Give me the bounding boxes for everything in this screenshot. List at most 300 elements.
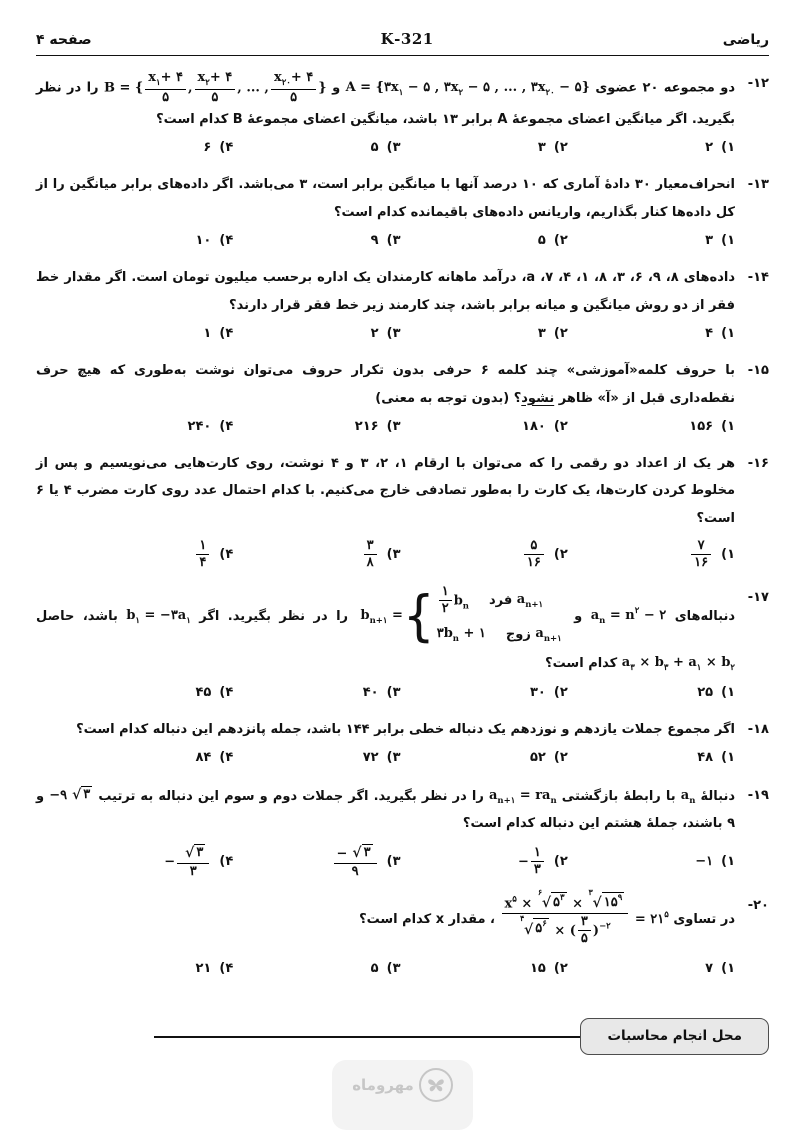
- t: ۲): [553, 233, 568, 249]
- t: [195, 70, 236, 90]
- options-row: [36, 744, 735, 771]
- radical: [348, 844, 372, 861]
- t: ۸۴: [195, 750, 212, 766]
- fraction: [145, 70, 186, 106]
- t: n+۱: [497, 795, 516, 806]
- t: x: [148, 70, 157, 85]
- questions-area: [36, 70, 769, 1055]
- t: و: [332, 80, 341, 96]
- t: n: [550, 795, 557, 806]
- question-number: ۱۲-: [747, 76, 769, 91]
- t: با حروف کلمه«آموزشی» چند کلمه ۶ حرفی بدون تکرار حروف می‌توان نوشت به‌طوری که هیچ حرف نقطه‌داری قبل از «آ» ظاهر: [36, 363, 735, 406]
- t: ۳۰: [529, 684, 546, 700]
- b1-formula: [126, 602, 191, 631]
- t: ۲: [205, 78, 210, 88]
- t: ۶: [542, 919, 547, 930]
- option-3: [233, 844, 400, 880]
- set-b-formula: [104, 70, 327, 106]
- option-4: [66, 955, 233, 982]
- t: ۱: [439, 584, 452, 601]
- t: b: [453, 592, 463, 608]
- option-3: [233, 320, 400, 347]
- t: ۱۵: [603, 894, 618, 910]
- t: ۴): [219, 750, 234, 766]
- t: n+۱: [525, 599, 544, 610]
- fraction: [531, 845, 544, 879]
- t: ۱): [721, 750, 735, 766]
- t: در تساوی: [673, 912, 735, 928]
- fraction: [195, 70, 236, 106]
- t: − ۵ , ۳x: [403, 79, 459, 95]
- question-18: [36, 716, 769, 778]
- question-17: [36, 584, 769, 712]
- option-1: [568, 134, 735, 161]
- logo-circle: [419, 1068, 453, 1102]
- t: ۴): [219, 547, 234, 563]
- publisher-watermark: [332, 1060, 473, 1130]
- t: ۲: [634, 605, 640, 616]
- t: ۲): [553, 547, 568, 563]
- t: −: [336, 846, 348, 862]
- underlined-word: نشود: [521, 390, 555, 406]
- question-body: [36, 264, 735, 353]
- denominator: [502, 914, 629, 948]
- question-body: [36, 450, 735, 579]
- question-20: [36, 886, 769, 989]
- t: را در نظر بگیرید. اگر جملات دوم و سوم این دنباله به ترتیب: [98, 788, 484, 804]
- option-3: [233, 134, 400, 161]
- t: ۳): [386, 854, 401, 870]
- t: −۱: [695, 854, 714, 870]
- t: دو مجموعه ۲۰ عضوی: [595, 80, 735, 96]
- t: b: [360, 607, 370, 623]
- option-3: [233, 413, 400, 440]
- t: ۳: [663, 662, 669, 673]
- t: ۳: [189, 863, 197, 879]
- t: ۷۲: [362, 750, 379, 766]
- question-text: [36, 584, 735, 678]
- t: × b: [701, 654, 731, 670]
- t: ۶: [203, 140, 212, 156]
- t: دنبالهٔ: [700, 788, 736, 804]
- question-number: ۱۹-: [747, 787, 769, 803]
- t: ۲۱۶: [354, 418, 379, 434]
- piecewise-row-odd: [437, 584, 562, 618]
- t: ۳: [705, 233, 714, 249]
- radical: [68, 786, 92, 803]
- t: ×: [521, 896, 533, 912]
- t: n: [599, 615, 606, 626]
- t: n: [452, 634, 459, 645]
- t: ۲۰: [545, 87, 555, 98]
- option-4: [66, 744, 233, 771]
- t: ۴): [219, 418, 234, 434]
- question-text: هر یک از اعداد دو رقمی را که می‌توان با ارقام ۱، ۲، ۳ و ۴ نوشت، روی کارت‌هایی می‌نویسیم و پس از مخلوط کردن کارت‌ها، یک کارت را به‌طور تصادفی خارج می‌کنیم. با کدام احتمال عدد روی کارت مضرب ۴ یا ۶ است؟: [36, 456, 736, 526]
- t: ۲۵: [697, 684, 714, 700]
- t: = ۲۱: [634, 912, 665, 928]
- options-row: [36, 134, 735, 161]
- t: ۲): [553, 684, 568, 700]
- t: = ra: [515, 787, 551, 803]
- option-1: [568, 848, 735, 875]
- t: ۳: [363, 844, 371, 860]
- t: ۱: [203, 325, 212, 341]
- piecewise-row-even: [437, 620, 562, 649]
- question-13: [36, 171, 769, 260]
- t: a: [590, 607, 600, 623]
- question-body: [36, 886, 735, 989]
- t: ۱): [721, 418, 735, 434]
- t: ۳): [386, 233, 401, 249]
- t: ۲: [458, 87, 464, 98]
- question-text: [36, 70, 735, 133]
- radical: [520, 913, 549, 938]
- question-text: [36, 357, 735, 412]
- t: [517, 586, 543, 615]
- t: ۱۶: [694, 555, 709, 571]
- target-expression: [622, 649, 735, 678]
- t: x: [273, 70, 282, 85]
- condition-even: [506, 620, 562, 649]
- option-3: [233, 538, 400, 572]
- t: ۱: [696, 662, 702, 673]
- t: ۴): [219, 325, 234, 341]
- t: با رابطهٔ بازگشتی: [561, 788, 676, 804]
- t: ۱: [398, 87, 404, 98]
- t: ۱): [721, 140, 735, 156]
- sqrt-sign: √: [352, 845, 362, 862]
- t: ۲): [553, 961, 568, 977]
- question-14: [36, 264, 769, 353]
- t: ۲): [553, 418, 568, 434]
- t: ۳): [386, 325, 401, 341]
- t: را در نظر بگیرید. اگر میانگین اعضای مجموعهٔ A برابر ۱۳ باشد، میانگین اعضای مجموعهٔ B کدام است؟: [36, 80, 735, 127]
- sqrt-sign: √: [72, 787, 82, 804]
- fraction: [334, 844, 377, 880]
- t: ): [592, 922, 600, 938]
- option-4: [66, 227, 233, 254]
- t: [177, 844, 209, 864]
- t: −: [164, 854, 176, 870]
- options-row: [36, 538, 735, 572]
- sqrt-sign: √: [524, 921, 534, 938]
- option-1: [568, 538, 735, 572]
- calculations-divider: [36, 1018, 769, 1054]
- t: [361, 602, 403, 631]
- t: ۸: [366, 555, 374, 571]
- t: ۱): [721, 961, 735, 977]
- fraction: [578, 914, 591, 948]
- t: ۱۶: [526, 555, 541, 571]
- calculations-badge: محل انجام محاسبات: [580, 1018, 769, 1054]
- t: [437, 584, 469, 618]
- fraction: [177, 844, 209, 880]
- fraction: [691, 538, 711, 572]
- butterfly-icon: [425, 1074, 447, 1096]
- t: فرد: [488, 592, 513, 608]
- t: ۴): [219, 854, 234, 870]
- t: = n: [605, 607, 635, 623]
- t: و: [574, 608, 583, 624]
- t: ۲۴۰: [187, 418, 212, 434]
- t: ؟ (بدون توجه به معنی): [375, 390, 522, 406]
- option-2: [401, 227, 568, 254]
- t: ۲: [705, 140, 714, 156]
- t: ۵: [535, 921, 543, 937]
- option-4: [66, 413, 233, 440]
- option-2: [401, 320, 568, 347]
- t: −۹: [49, 788, 68, 804]
- t: [145, 70, 186, 90]
- t: a: [680, 787, 690, 803]
- t: A = {۳x: [345, 79, 399, 95]
- big-fraction: [502, 886, 629, 947]
- t: [518, 845, 546, 879]
- t: ۱: [186, 615, 191, 626]
- t: ۴: [705, 325, 714, 341]
- option-1: [568, 679, 735, 706]
- t: ۱: [135, 615, 140, 626]
- question-body: [36, 716, 735, 778]
- t: (: [569, 922, 576, 938]
- piecewise-rows: [437, 584, 562, 649]
- t: [681, 782, 696, 811]
- t: ۱): [721, 233, 735, 249]
- t: ۵: [664, 910, 669, 921]
- t: a: [488, 787, 498, 803]
- t: کدام است؟: [545, 655, 618, 671]
- t: x: [504, 896, 513, 912]
- question-body: [36, 357, 735, 446]
- question-text: اگر مجموع جملات یازدهم و نوزدهم یک دنباله خطی برابر ۱۴۴ باشد، جمله پانزدهم این دنباله کدام است؟: [76, 722, 735, 738]
- t: را در نظر بگیرید. اگر: [199, 608, 349, 624]
- option-1: [568, 413, 735, 440]
- t: ۲۰: [281, 78, 291, 88]
- t: ۹: [617, 892, 623, 903]
- t: ۱): [721, 325, 735, 341]
- t: ۱): [721, 854, 735, 870]
- t: [533, 918, 549, 937]
- question-number: ۱۳-: [747, 177, 769, 193]
- t: }: [318, 80, 327, 96]
- t: =: [392, 607, 403, 623]
- sequence-a-formula: [591, 602, 667, 631]
- t: ۵: [553, 894, 560, 910]
- second-term-value: [49, 782, 93, 809]
- option-2: [401, 413, 568, 440]
- question-body: [36, 70, 735, 167]
- t: ۴): [219, 233, 234, 249]
- option-3: [233, 227, 400, 254]
- publisher-name: مهروماه: [352, 1076, 414, 1094]
- t: ۳: [630, 662, 635, 673]
- t: b: [126, 607, 136, 623]
- t: n+۱: [369, 615, 388, 626]
- options-row: [36, 679, 735, 706]
- option-2: [401, 744, 568, 771]
- t: ۲): [553, 750, 568, 766]
- t: ۳): [386, 684, 401, 700]
- t: ,: [188, 80, 193, 96]
- equation-formula: [500, 886, 669, 947]
- header-test-code: 321-K: [380, 30, 434, 48]
- t: [334, 844, 377, 864]
- t: ۵: [512, 894, 517, 905]
- question-body: [36, 584, 735, 712]
- option-3: [233, 955, 400, 982]
- t: ۳: [588, 886, 593, 897]
- t: ۷: [691, 538, 711, 555]
- t: ۱۰: [195, 233, 212, 249]
- option-4: [66, 844, 233, 880]
- option-3: [233, 744, 400, 771]
- t: × b: [634, 654, 664, 670]
- question-number: ۱۴-: [747, 270, 769, 286]
- t: ۳: [560, 892, 565, 903]
- t: ۱): [721, 547, 735, 563]
- sqrt-sign: √: [185, 845, 195, 862]
- t: ×: [572, 896, 584, 912]
- fraction: [439, 584, 452, 618]
- t: [437, 620, 486, 649]
- question-text: انحراف‌معیار ۳۰ دادهٔ آماری که ۱۰ درصد آنها با میانگین برابر است، ۳ می‌باشد. اگر داده‌های برابر میانگین را از کل داده‌ها کنار بگذاریم، واریانس داده‌های باقیمانده کدام است؟: [36, 177, 736, 220]
- t: [602, 892, 625, 911]
- brace: {: [402, 584, 435, 648]
- numerator: [502, 886, 629, 914]
- t: ۳): [386, 547, 401, 563]
- page-header: [36, 30, 769, 56]
- t: ۲: [370, 325, 379, 341]
- question-body: [36, 171, 735, 260]
- divider-line: [154, 1036, 580, 1038]
- t: ۴۵: [195, 684, 212, 700]
- t: ۵: [211, 89, 219, 105]
- question-text: [36, 886, 735, 947]
- sqrt-sign: √: [592, 895, 602, 912]
- t: ۱: [196, 538, 209, 555]
- t: ۲۱: [195, 961, 212, 977]
- question-15: [36, 357, 769, 446]
- recursive-formula: [489, 782, 557, 811]
- t: ۵: [370, 140, 379, 156]
- question-16: [36, 450, 769, 579]
- t: n: [689, 795, 696, 806]
- t: ۴: [520, 913, 525, 924]
- question-text: [36, 782, 735, 838]
- t: ۶: [537, 886, 543, 897]
- header-subject: ریاضی: [722, 32, 769, 48]
- t: ۵: [524, 538, 544, 555]
- question-number: ۱۵-: [747, 363, 769, 379]
- t: ۵: [290, 89, 298, 105]
- t: n: [462, 600, 469, 611]
- t: و ۹ باشند، جملهٔ هشتم این دنباله کدام است؟: [36, 788, 735, 832]
- option-1: [568, 955, 735, 982]
- t: ۵: [537, 233, 546, 249]
- t: ۵: [162, 89, 170, 105]
- fraction: [524, 538, 544, 572]
- t: x: [197, 70, 206, 85]
- t: ۱۸۰: [522, 418, 546, 434]
- t: ۱): [721, 684, 735, 700]
- option-4: [66, 320, 233, 347]
- t: + a: [668, 654, 697, 670]
- option-3: [233, 679, 400, 706]
- t: [164, 844, 211, 880]
- option-4: [66, 538, 233, 572]
- t: ۳: [537, 140, 546, 156]
- t: a: [535, 626, 544, 642]
- t: − ۵}: [554, 79, 590, 95]
- t: ۳: [83, 786, 91, 802]
- t: a: [516, 591, 526, 607]
- option-2: [401, 955, 568, 982]
- radical: [588, 886, 625, 912]
- t: ۳): [386, 140, 401, 156]
- option-2: [401, 538, 568, 572]
- t: ۴): [219, 961, 234, 977]
- t: باشد، حاصل: [36, 608, 118, 624]
- t: ۲): [553, 140, 568, 156]
- t: ۹: [351, 863, 359, 879]
- question-text: داده‌های ۸، ۹، ۶، ۳، ۸، ۱، ۴، ۷، a، درآمد ماهانه کارمندان یک اداره برحسب میلیون تومان است. اگر مقدار خط فقر از دو روش میانگین و میانه برابر باشد، چند کارمند زیر خط فقر قرار دارند؟: [36, 270, 736, 313]
- t: ۵: [580, 930, 588, 946]
- t: − ۲: [639, 607, 667, 623]
- t: ۵: [370, 961, 379, 977]
- t: ×: [554, 922, 566, 938]
- t: ۴): [219, 140, 234, 156]
- t: −: [517, 854, 529, 870]
- t: [332, 844, 379, 880]
- t: ۲: [441, 600, 449, 616]
- t: ۱: [156, 78, 161, 88]
- t: ۳): [386, 961, 401, 977]
- t: + ۱: [458, 626, 486, 642]
- t: ۳b: [436, 626, 453, 642]
- condition-odd: [489, 586, 543, 615]
- t: + ۴: [209, 70, 233, 85]
- option-1: [568, 227, 735, 254]
- t: [271, 70, 316, 90]
- t: ۷: [705, 961, 714, 977]
- radical: [537, 886, 567, 912]
- question-number: ۲۰-: [747, 897, 769, 913]
- t: + ۴: [160, 70, 183, 85]
- t: − ۵ , ... , ۳x: [463, 79, 546, 95]
- question-19: [36, 782, 769, 888]
- question-number: ۱۷-: [747, 589, 769, 605]
- option-2: [401, 134, 568, 161]
- option-2: [401, 679, 568, 706]
- t: ۱۵۶: [689, 418, 714, 434]
- t: , ... ,: [237, 80, 269, 96]
- sqrt-sign: √: [541, 895, 552, 912]
- header-page-number: صفحه ۴: [36, 32, 92, 48]
- t: زوج: [505, 626, 531, 642]
- t: ۳: [364, 538, 377, 555]
- option-1: [568, 744, 735, 771]
- fraction: [364, 538, 377, 572]
- t: ۵۲: [529, 750, 546, 766]
- question-number: ۱۸-: [747, 722, 769, 738]
- options-row: [36, 955, 735, 982]
- t: ۴۸: [697, 750, 714, 766]
- t: [535, 620, 561, 649]
- t: ۱: [531, 845, 544, 862]
- t: ۲: [730, 662, 735, 673]
- fraction: [196, 538, 209, 572]
- options-row: [36, 413, 735, 440]
